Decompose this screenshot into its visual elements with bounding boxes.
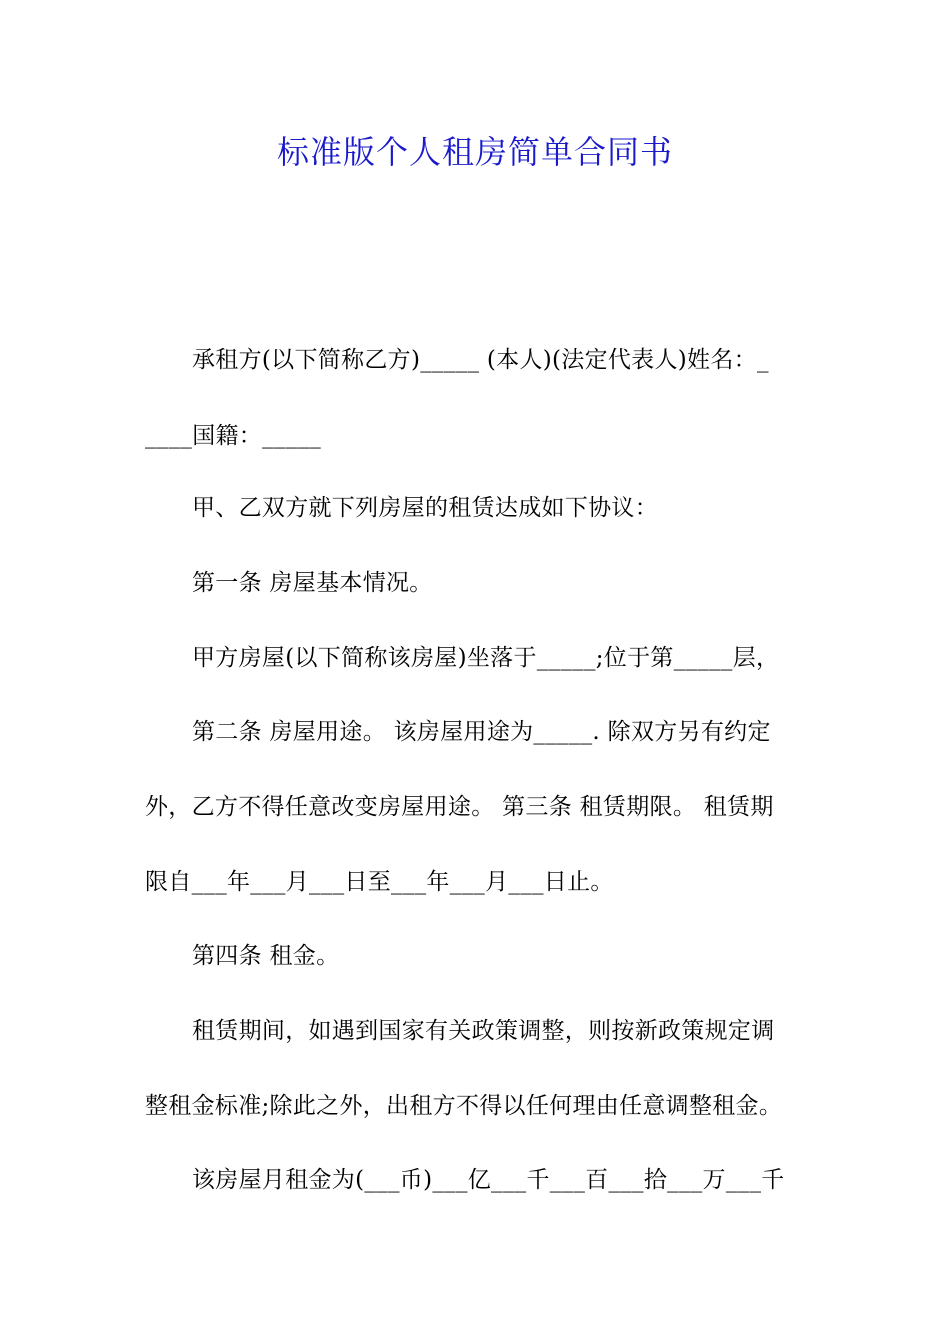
paragraph-line: 外，乙方不得任意改变房屋用途。 第三条 租赁期限。 租赁期 [145,794,774,820]
paragraph-line: 第二条 房屋用途。 该房屋用途为_____. 除双方另有约定 [192,719,771,745]
paragraph-line: 甲、乙双方就下列房屋的租赁达成如下协议： [192,495,658,521]
paragraph-line: 承租方(以下简称乙方)_____ (本人)(法定代表人)姓名：_ [192,347,769,373]
document-title: 标准版个人租房简单合同书 [276,133,673,171]
section-heading: 第四条 租金。 [192,943,340,969]
paragraph-line: 限自___年___月___日至___年___月___日止。 [145,869,614,895]
paragraph-line: ____国籍：_____ [145,423,322,449]
paragraph-line: 甲方房屋(以下简称该房屋)坐落于_____;位于第_____层， [192,645,780,671]
paragraph-line: 整租金标准;除此之外，出租方不得以任何理由任意调整租金。 [145,1093,783,1119]
paragraph-line: 租赁期间，如遇到国家有关政策调整，则按新政策规定调 [192,1018,775,1044]
section-heading: 第一条 房屋基本情况。 [192,570,433,596]
paragraph-line: 该房屋月租金为(___币)___亿___千___百___拾___万___千 [192,1167,785,1193]
